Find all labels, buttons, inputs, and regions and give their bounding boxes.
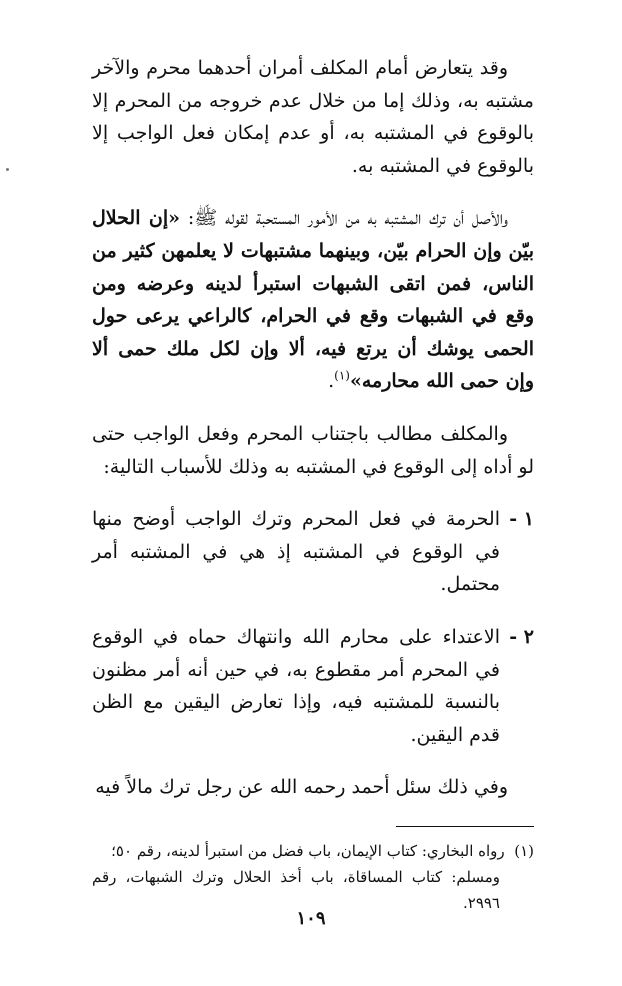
footnote-line-1	[92, 838, 534, 864]
paragraph-1: وقد يتعارض أمام المكلف أمران أحدهما محرم والآخر مشتبه به، وذلك إما من خلال عدم خروجه من المحرم إلا بالوقوع في المشتبه به، أو عدم إمكان فعل الواجب إلا بالوقوع في المشتبه به.	[92, 57, 534, 177]
paragraph-2: والأصل أن ترك المشتبه به من الأمور المستحبة لقوله ﷺ: «إن الحلال بيّن وإن الحرام بيّن، وبينهما مشتبهات لا يعلمهن كثير من الناس، فمن اتقى الشبهات استبرأ لدينه وعرضه ومن وقع في الشبهات وقع في الحرام، كالراعي يرعى حول الحمى يوشك أن يرتع فيه، ألا وإن لكل ملك حمى ألا وإن حمى الله محارمه»$^{(١)}$.	[92, 207, 534, 393]
footnote-marker: (١)	[514, 842, 534, 860]
footnote-text-1: رواه البخاري: كتاب الإيمان، باب فضل من استبرأ لدينه، رقم ٥٠؛	[111, 842, 505, 860]
paragraph-4: وفي ذلك سئل أحمد رحمه الله عن رجل ترك مالاً فيه	[95, 776, 508, 799]
list-item-number: ١ -	[509, 508, 534, 531]
list-item	[92, 621, 534, 751]
footnote-divider	[396, 826, 534, 827]
footnote-reference[interactable]: (١)	[334, 369, 350, 384]
paragraph-2-intro: والأصل أن ترك المشتبه به من الأمور المستحبة لقوله ﷺ:	[180, 207, 508, 230]
list-item	[92, 503, 534, 601]
list-item-number: ٢ -	[509, 625, 534, 648]
list-item-text: الحرمة في فعل المحرم وترك الواجب أوضح منها في الوقوع في المشتبه إذ هي في المشتبه أمر محتمل.	[92, 508, 500, 596]
footnote-line-2: ومسلم: كتاب المساقاة، باب أخذ الحلال وترك الشبهات، رقم ٢٩٩٦.	[92, 868, 500, 912]
paragraph-3: والمكلف مطالب باجتناب المحرم وفعل الواجب حتى لو أداه إلى الوقوع في المشتبه به وذلك للأسباب التالية:	[92, 422, 534, 478]
margin-mark	[6, 168, 9, 171]
list-item-text: الاعتداء على محارم الله وانتهاك حماه في الوقوع في المحرم أمر مقطوع به، في حين أنه أمر مظنون بالنسبة للمشتبه فيه، وإذا تعارض اليقين مع الظن قدم اليقين.	[92, 625, 500, 746]
main-text	[92, 52, 534, 804]
hadith-quote: «إن الحلال بيّن وإن الحرام بيّن، وبينهما مشتبهات لا يعلمهن كثير من الناس، فمن اتقى الشبهات استبرأ لدينه وعرضه ومن وقع في الشبهات وقع في الحرام، كالراعي يرعى حول الحمى يوشك أن يرتع فيه، ألا وإن لكل ملك حمى ألا وإن حمى الله محارمه»	[92, 207, 534, 393]
page-number: ١٠٩	[296, 908, 326, 929]
footnotes	[92, 838, 534, 916]
